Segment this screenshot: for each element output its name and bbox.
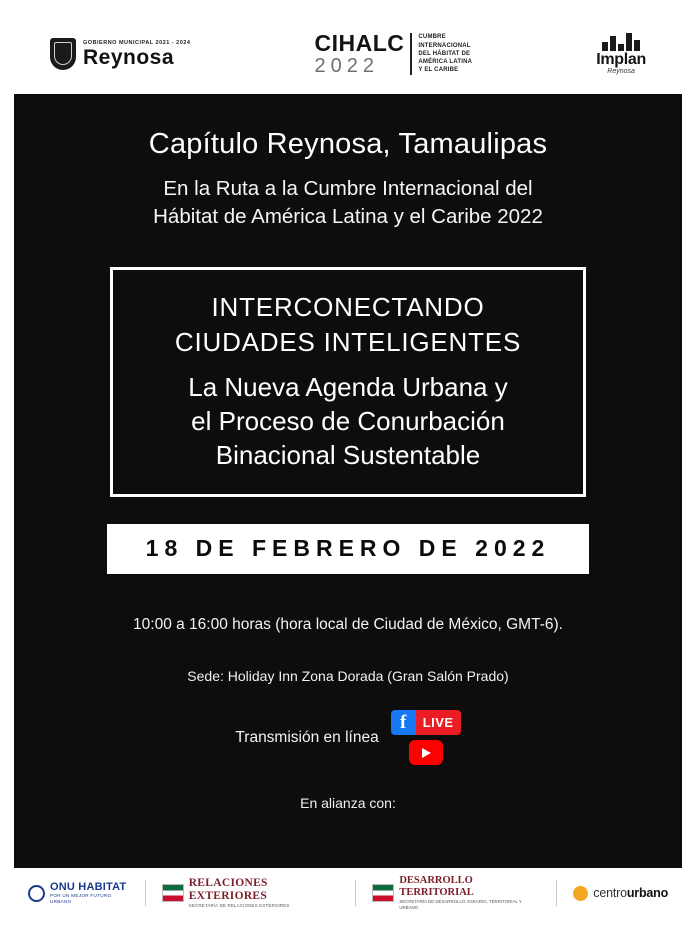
mexico-flag-icon (162, 884, 184, 902)
event-title-box (110, 267, 586, 497)
event-subtitle-line-1: La Nueva Agenda Urbana y (188, 372, 508, 402)
implan-skyline-icon (602, 33, 640, 51)
event-title-line-2: CIUDADES INTELIGENTES (174, 327, 522, 357)
reynosa-name: Reynosa (83, 46, 175, 69)
event-venue: Sede: Holiday Inn Zona Dorada (Gran Salón Prado) (187, 668, 509, 684)
partner-onu-name: ONU HABITAT (50, 881, 127, 893)
route-line-1: En la Ruta a la Cumbre Internacional del (163, 177, 533, 200)
implan-sub: Reynosa (607, 67, 635, 75)
event-date: 18 DE FEBRERO DE 2022 (107, 524, 589, 574)
logo-implan (596, 33, 646, 76)
implan-name: Implan (596, 50, 646, 68)
poster-body (14, 94, 682, 868)
mexico-flag-icon (372, 884, 394, 902)
reynosa-gov-line: GOBIERNO MUNICIPAL 2021 - 2024 (83, 40, 191, 46)
streaming-label: Transmisión en línea (235, 728, 379, 746)
partner-divider (556, 880, 557, 906)
partner-centro-label: centro (593, 886, 627, 900)
partner-relaciones-exteriores (162, 877, 340, 909)
logo-cihalc (314, 32, 472, 76)
reynosa-wordmark (83, 39, 190, 69)
facebook-icon: f (391, 710, 416, 735)
partner-divider (145, 880, 146, 906)
event-subtitle (127, 370, 569, 472)
facebook-live-badge[interactable] (391, 710, 461, 735)
partner-onu-tagline: POR UN MEJOR FUTURO URBANO (50, 893, 112, 904)
partner-sre-tagline: SECRETARÍA DE RELACIONES EXTERIORES (188, 903, 290, 908)
route-line-2: Hábitat de América Latina y el Caribe 2022 (153, 205, 543, 228)
partner-sedatu-name: DESARROLLO TERRITORIAL (399, 875, 474, 898)
partner-desarrollo-territorial (372, 875, 540, 911)
chapter-title: Capítulo Reynosa, Tamaulipas (148, 128, 548, 160)
live-label: LIVE (416, 710, 461, 735)
event-title-line-1: INTERCONECTANDO (211, 292, 485, 322)
logo-reynosa (50, 38, 190, 70)
streaming-row (235, 710, 460, 765)
youtube-icon[interactable] (409, 740, 443, 765)
event-title (127, 290, 569, 360)
route-text (153, 175, 543, 231)
cihalc-name: CIHALC (314, 30, 405, 56)
circle-icon (573, 886, 588, 901)
shield-icon (50, 38, 76, 70)
event-hours: 10:00 a 16:00 horas (hora local de Ciudad de México, GMT-6). (133, 616, 563, 633)
globe-icon (28, 885, 45, 902)
cihalc-year: 2022 (314, 55, 379, 77)
cihalc-descriptor: CUMBRE INTERNACIONAL DEL HÁBITAT DE AMÉRICA LATINA Y EL CARIBE (410, 33, 472, 74)
partner-divider (355, 880, 356, 906)
partner-onu-habitat (28, 881, 129, 905)
header-logo-band (14, 14, 682, 94)
alliance-label: En alianza con: (300, 795, 396, 811)
partner-centro-urbano (573, 886, 668, 901)
play-triangle-icon (422, 748, 431, 758)
partner-logo-band (14, 868, 682, 918)
partner-urbano-label: urbano (626, 886, 669, 900)
poster-frame (14, 14, 682, 918)
cihalc-wordmark (314, 32, 404, 76)
partner-sedatu-tagline: SECRETARÍA DE DESARROLLO AGRARIO, TERRITORIAL Y URBANO (399, 899, 522, 910)
partner-sre-name: RELACIONES EXTERIORES (188, 877, 268, 902)
event-subtitle-line-3: Binacional Sustentable (215, 440, 481, 470)
streaming-icons (391, 710, 461, 765)
event-subtitle-line-2: el Proceso de Conurbación (191, 406, 505, 436)
